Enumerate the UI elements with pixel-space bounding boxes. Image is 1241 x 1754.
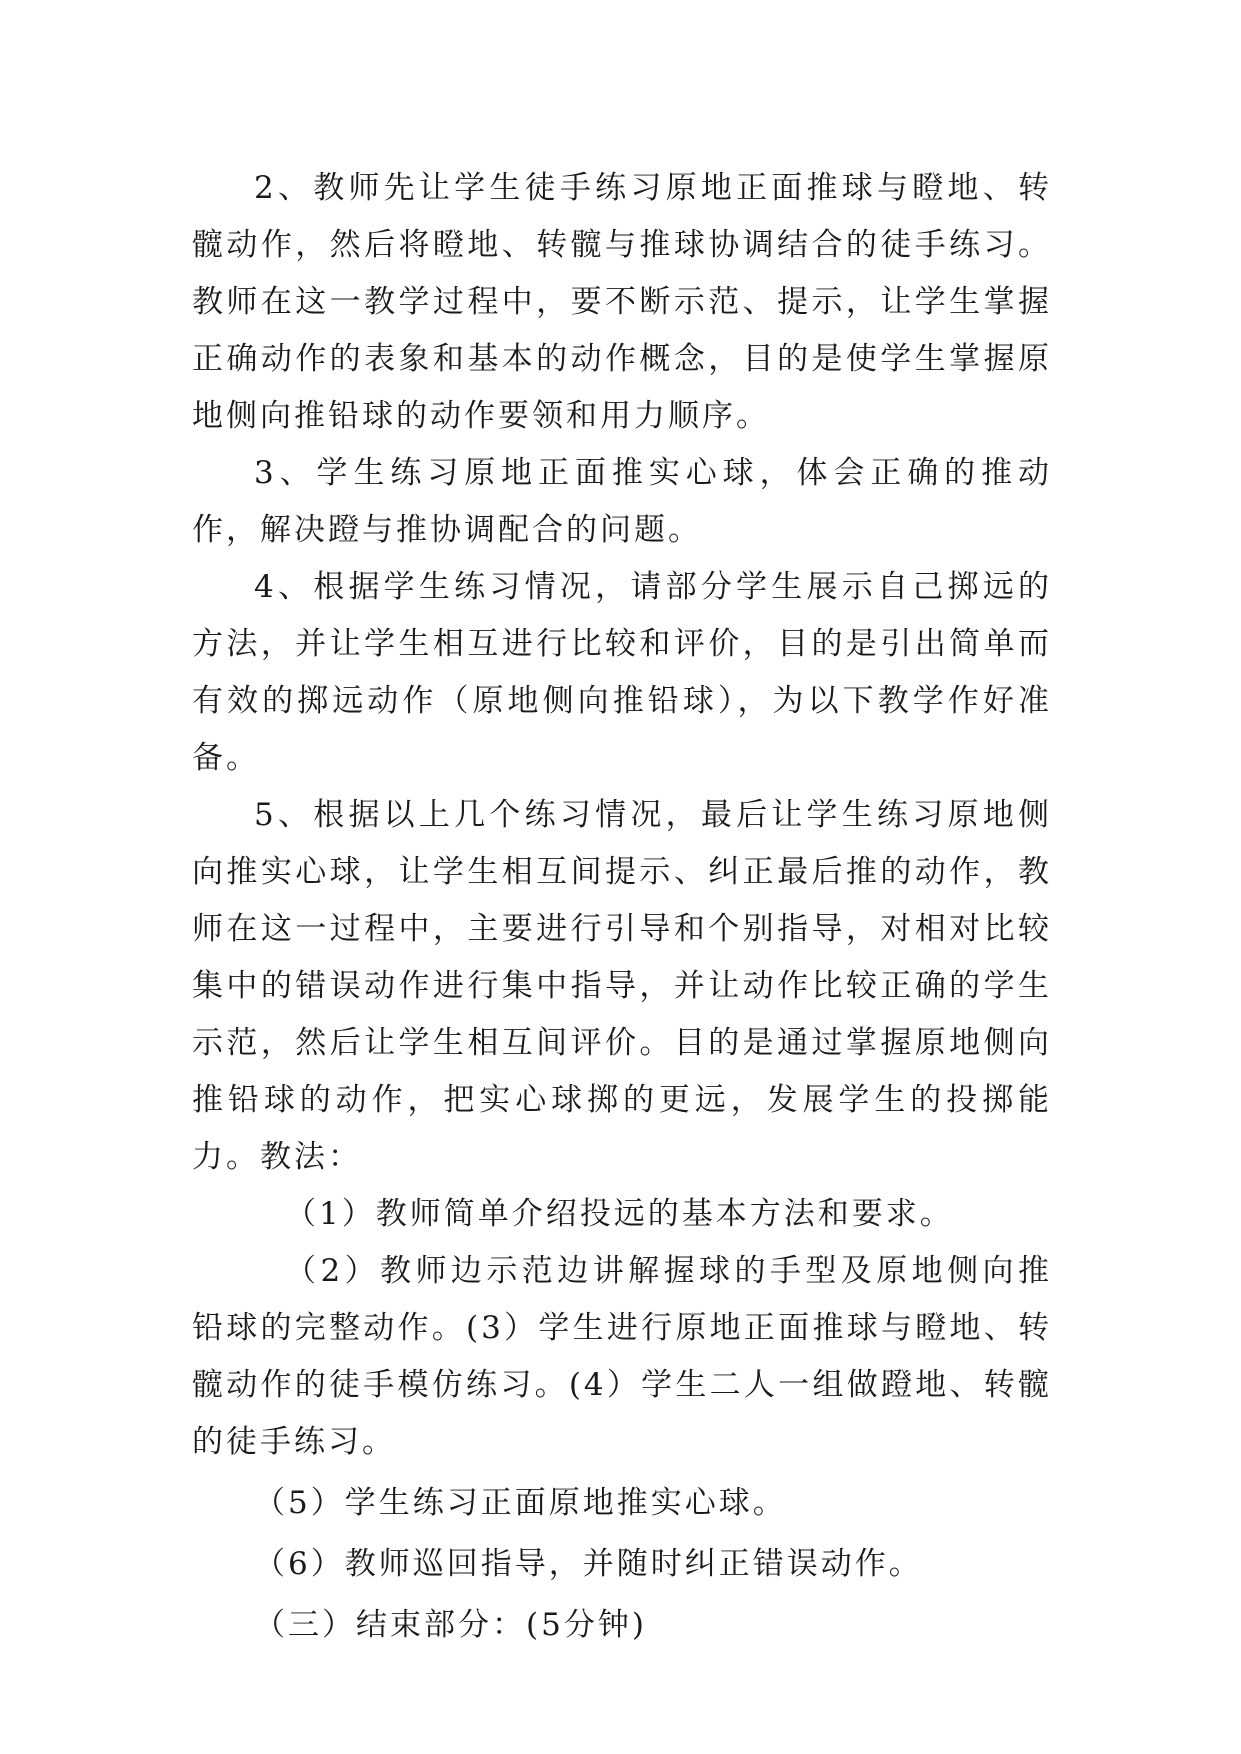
paragraph-step-4: 4、根据学生练习情况，请部分学生展示自己掷远的方法，并让学生相互进行比较和评价，目的是引出简单而有效的掷远动作（原地侧向推铅球），为以下教学作好准备。: [192, 569, 1052, 776]
paragraph-step-5: 5、根据以上几个练习情况，最后让学生练习原地侧向推实心球，让学生相互间提示、纠正最后推的动作，教师在这一过程中，主要进行引导和个别指导，对相对比较集中的错误动作进行集中指导，并让动作比较正确的学生示范，然后让学生相互间评价。目的是通过掌握原地侧向推铅球的动作，把实心球掷的更远，发展学生的投掷能力。教法：: [192, 797, 1052, 1175]
paragraph-method-5: （5）学生练习正面原地推实心球。: [254, 1485, 787, 1521]
paragraph-method-1: （1）教师简单介绍投远的基本方法和要求。: [285, 1196, 954, 1232]
paragraph-method-2-4: （2）教师边示范边讲解握球的手型及原地侧向推铅球的完整动作。(3）学生进行原地正面推球与瞪地、转髋动作的徒手模仿练习。(4）学生二人一组做蹬地、转髋的徒手练习。: [192, 1253, 1052, 1460]
paragraph-method-6: （6）教师巡回指导，并随时纠正错误动作。: [254, 1546, 923, 1582]
paragraph-step-3: 3、学生练习原地正面推实心球，体会正确的推动作，解决蹬与推协调配合的问题。: [192, 455, 1052, 548]
section-heading-closing: （三）结束部分：(5分钟): [254, 1607, 647, 1643]
document-page: [192, 160, 1052, 1654]
paragraph-step-2: 2、教师先让学生徒手练习原地正面推球与瞪地、转髋动作，然后将瞪地、转髋与推球协调结合的徒手练习。教师在这一教学过程中，要不断示范、提示，让学生掌握正确动作的表象和基本的动作概念，目的是使学生掌握原地侧向推铅球的动作要领和用力顺序。: [192, 170, 1052, 434]
